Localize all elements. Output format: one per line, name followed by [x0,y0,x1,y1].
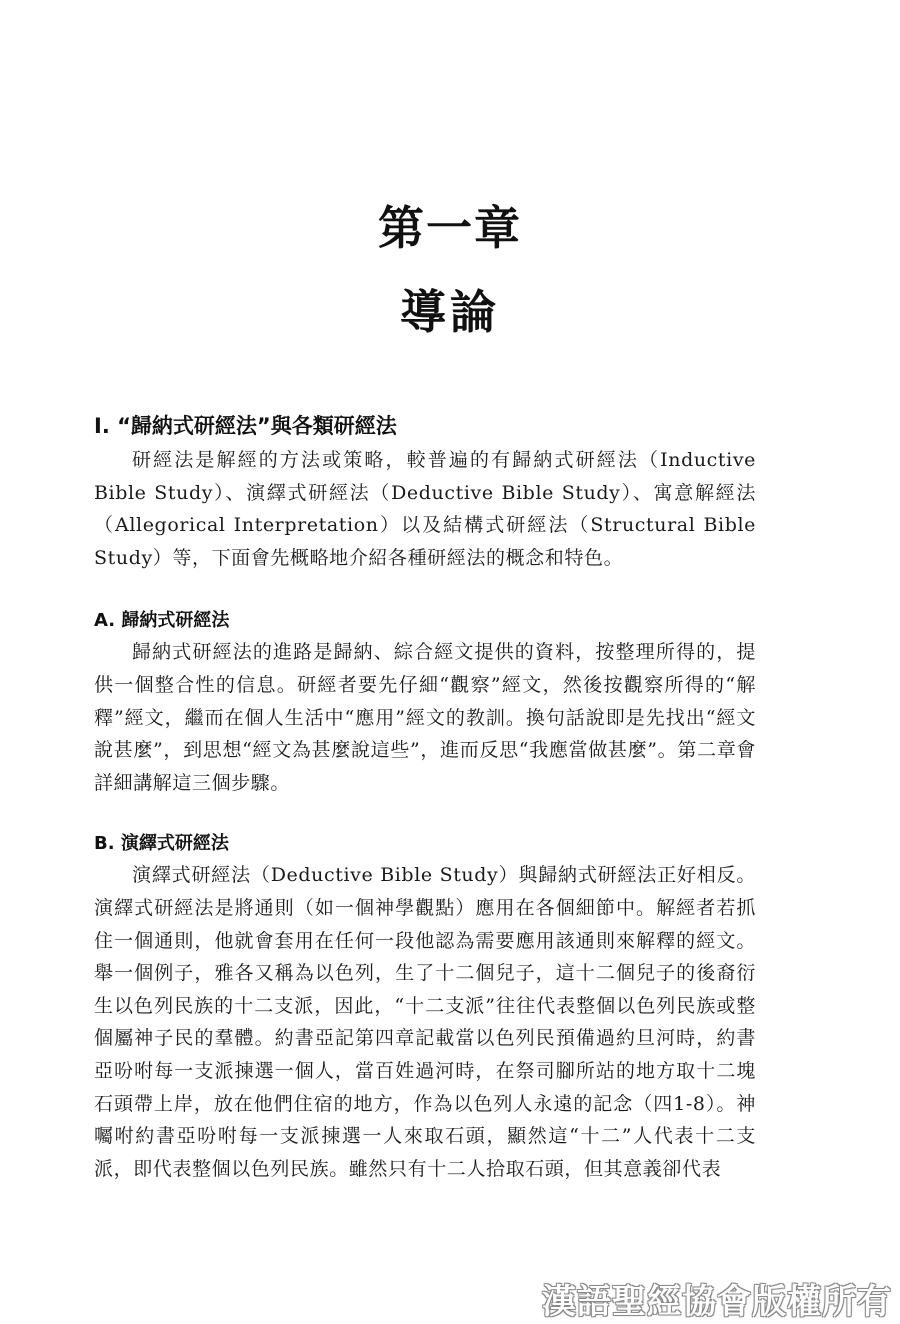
spacer [94,574,756,606]
section-heading: I. “歸納式研經法”與各類研經法 [94,414,397,438]
subsection-a-paragraph: 歸納式研經法的進路是歸納、綜合經文提供的資料，按整理所得的，提供一個整合性的信息。研經者要先仔細“觀察”經文，然後按觀察所得的“解釋”經文，繼而在個人生活中“應用”經文的教訓。換句話說即是先找出“經文說甚麼”，到思想“經文為甚麼說這些”，進而反思“我應當做甚麼”。第二章會詳細講解這三個步驟。 [94,641,756,794]
chapter-number: 第一章 [378,201,522,255]
copyright-watermark: 漢語聖經協會版權所有 [542,1282,892,1322]
chapter-title: 導論 [400,285,500,339]
section-intro-paragraph: 研經法是解經的方法或策略，較普遍的有歸納式研經法（Inductive Bible Study）、演繹式研經法（Deductive Bible Study）、寓意解經法（Allegorical Interpretation）以及結構式研經法（Structural Bible Study）等，下面會先概略地介紹各種研經法的概念和特色。 [94,449,756,569]
subsection-heading-b: B. 演繹式研經法 [94,833,229,855]
subsection-b-paragraph: 演繹式研經法（Deductive Bible Study）與歸納式研經法正好相反。演繹式研經法是將通則（如一個神學觀點）應用在各個細節中。解經者若抓住一個通則，他就會套用在任何一段他認為需要應用該通則來解釋的經文。舉一個例子，雅各又稱為以色列，生了十二個兒子，這十二個兒子的後裔衍生以色列民族的十二支派，因此，“十二支派”往往代表整個以色列民族或整個屬神子民的羣體。約書亞記第四章記載當以色列民預備過約旦河時，約書亞吩咐每一支派揀選一個人，當百姓過河時，在祭司腳所站的地方取十二塊石頭帶上岸，放在他們住宿的地方，作為以色列人永遠的記念（四1-8）。神囑咐約書亞吩咐每一支派揀選一人來取石頭，顯然這“十二”人代表十二支派，即代表整個以色列民族。雖然只有十二人拾取石頭，但其意義卻代表 [94,864,756,1180]
subsection-heading-a: A. 歸納式研經法 [94,610,230,632]
spacer [94,799,756,829]
page-body [94,408,756,1185]
